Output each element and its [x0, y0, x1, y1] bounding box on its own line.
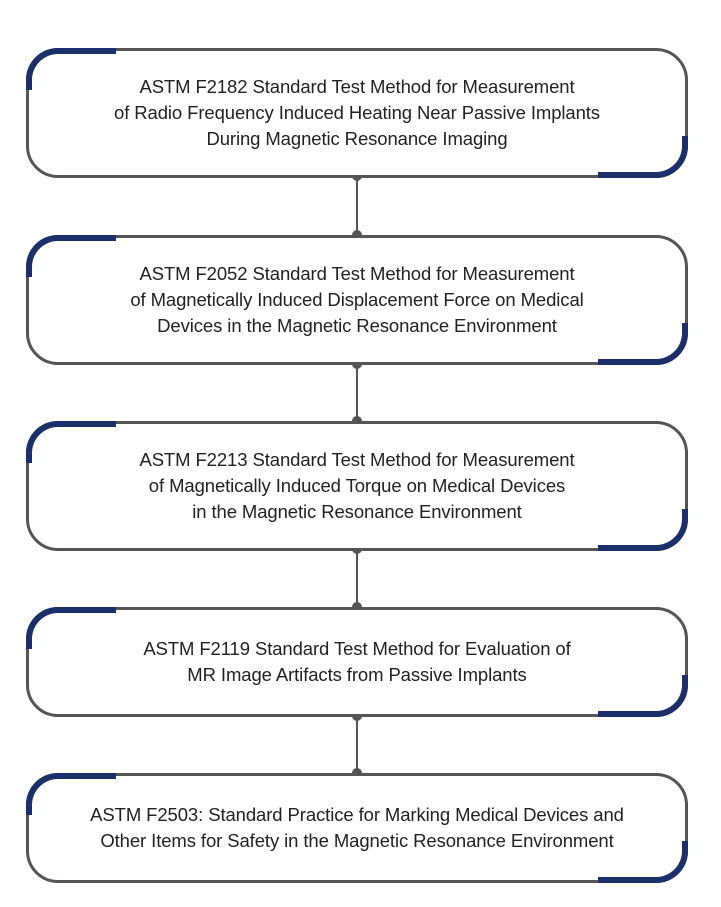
corner-accent	[26, 235, 116, 277]
step-label: ASTM F2119 Standard Test Method for Evaluation of MR Image Artifacts from Passive Implants	[143, 638, 571, 685]
step-label: ASTM F2503: Standard Practice for Marking Medical Devices and Other Items for Safety in the Magnetic Resonance Environment	[90, 804, 624, 851]
connector-3-4	[356, 549, 358, 607]
step-box-f2503	[26, 773, 688, 883]
corner-accent	[26, 48, 116, 90]
step-box-f2213	[26, 421, 688, 551]
corner-accent	[26, 421, 116, 463]
connector-2-3	[356, 364, 358, 421]
step-box-f2182	[26, 48, 688, 178]
corner-accent	[598, 136, 688, 178]
step-box-f2052	[26, 235, 688, 365]
corner-accent	[598, 675, 688, 717]
step-label: ASTM F2182 Standard Test Method for Measurement of Radio Frequency Induced Heating Near Passive Implants During Magnetic Resonance Imaging	[114, 76, 600, 149]
corner-accent	[26, 607, 116, 649]
connector-4-5	[356, 716, 358, 773]
step-label: ASTM F2213 Standard Test Method for Measurement of Magnetically Induced Torque on Medical Devices in the Magnetic Resonance Environment	[139, 449, 575, 522]
corner-accent	[598, 509, 688, 551]
corner-accent	[598, 323, 688, 365]
step-box-f2119	[26, 607, 688, 717]
connector-1-2	[356, 176, 358, 235]
step-label: ASTM F2052 Standard Test Method for Measurement of Magnetically Induced Displacement Force on Medical Devices in the Magnetic Resonance Environment	[130, 263, 584, 336]
